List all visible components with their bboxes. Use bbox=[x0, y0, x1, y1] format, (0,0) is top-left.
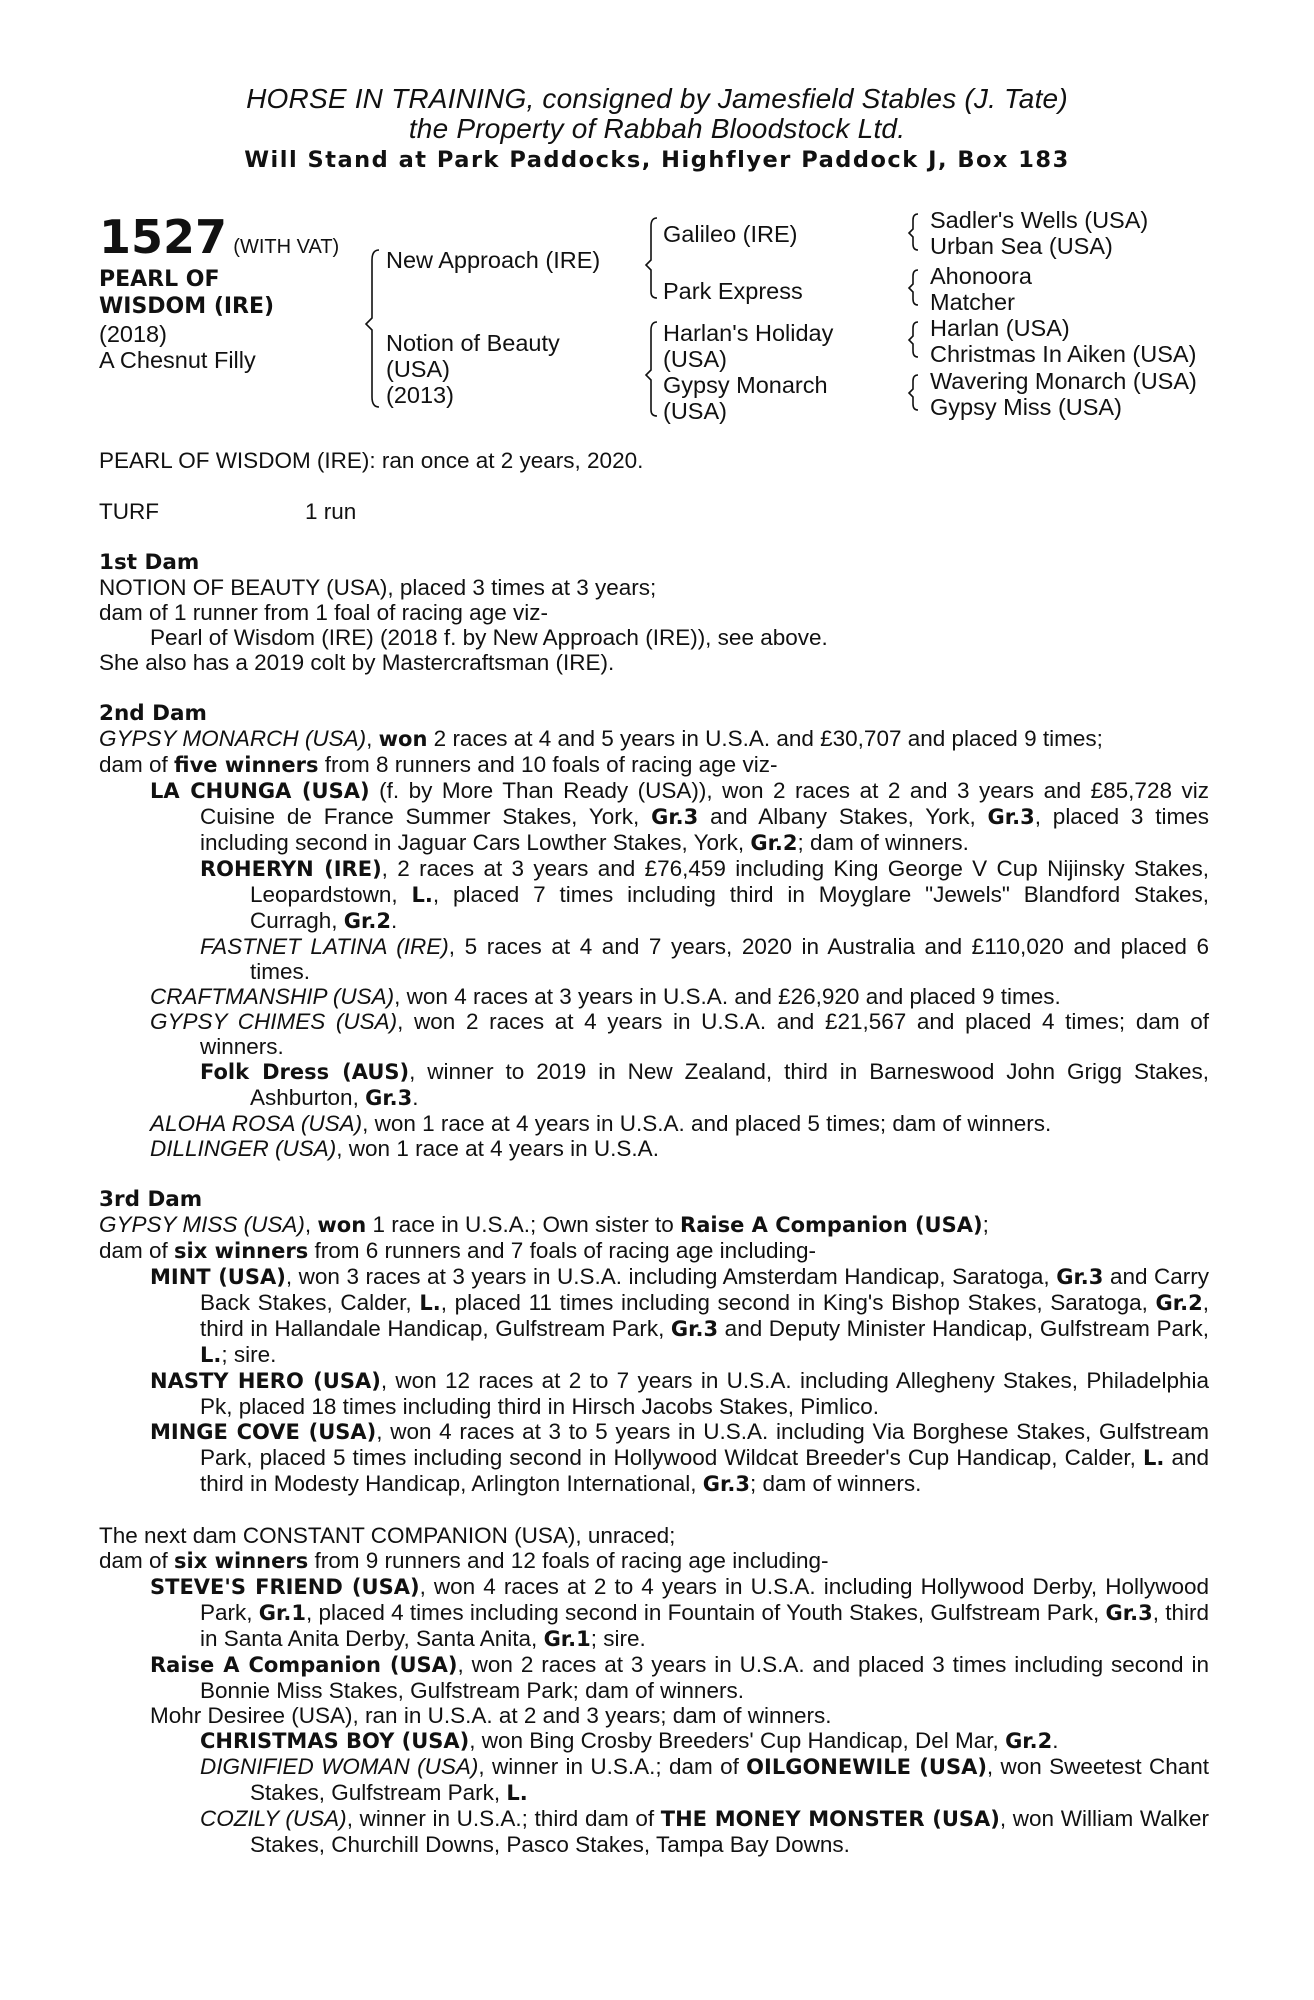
text-run: ; sire. bbox=[590, 1626, 646, 1651]
horse-name-line1: PEARL OF bbox=[99, 267, 220, 292]
text-run: ; bbox=[982, 1212, 989, 1237]
third-dam-intro bbox=[99, 1212, 1209, 1238]
pedigree-sire-sire: Galileo (IRE) bbox=[663, 221, 798, 247]
text-run: from 8 runners and 10 foals of racing age viz- bbox=[318, 752, 778, 777]
produce-entry bbox=[99, 1754, 1209, 1806]
pedigree-dam-dam-line2: (USA) bbox=[663, 398, 727, 424]
text-run: , winner to 2019 in New Zealand, third in Barneswood John Grigg Stakes, Ashburton, bbox=[250, 1059, 1209, 1110]
text-run: , bbox=[304, 1212, 318, 1237]
italic-text: DIGNIFIED WOMAN (USA) bbox=[200, 1754, 479, 1779]
bold-text: L. bbox=[506, 1781, 528, 1805]
bold-text: five winners bbox=[174, 753, 319, 777]
property-line: the Property of Rabbah Bloodstock Ltd. bbox=[408, 113, 906, 144]
bold-text: THE MONEY MONSTER (USA) bbox=[660, 1807, 1000, 1831]
pedigree-dam-sire-line2: (USA) bbox=[663, 346, 727, 372]
produce-entry bbox=[99, 1059, 1209, 1111]
third-dam-produce bbox=[99, 1264, 1209, 1497]
next-dam-dam-of bbox=[99, 1548, 1209, 1574]
text-run: , won 1 race at 4 years in U.S.A. and placed 5 times; dam of winners. bbox=[362, 1111, 1052, 1136]
pedigree-gen3: Urban Sea (USA) bbox=[930, 233, 1113, 259]
bold-text: NASTY HERO (USA) bbox=[150, 1369, 381, 1393]
race-summary: PEARL OF WISDOM (IRE): ran once at 2 years, 2020. bbox=[99, 448, 644, 473]
bold-text: Gr.3 bbox=[1056, 1265, 1104, 1289]
text-run: dam of bbox=[99, 752, 175, 777]
produce-entry bbox=[99, 778, 1209, 856]
first-dam-heading: 1st Dam bbox=[99, 550, 200, 575]
pedigree-gen3: Ahonoora bbox=[930, 263, 1032, 289]
catalogue-body bbox=[99, 448, 1209, 1857]
second-dam-heading: 2nd Dam bbox=[99, 701, 207, 726]
bold-text: L. bbox=[200, 1343, 222, 1367]
horse-description: A Chesnut Filly bbox=[99, 347, 256, 373]
text-run: , won 2 races at 4 years in U.S.A. and £21,567 and placed 4 times; dam of winners. bbox=[200, 1009, 1209, 1059]
text-run: 2 races at 4 and 5 years in U.S.A. and £30,707 and placed 9 times; bbox=[427, 726, 1103, 751]
third-dam-heading: 3rd Dam bbox=[99, 1187, 203, 1212]
produce-entry bbox=[99, 1574, 1209, 1652]
produce-entry bbox=[99, 1728, 1209, 1754]
pedigree-dam-line3: (2013) bbox=[386, 382, 454, 408]
text-run: , won 2 races at 3 years in U.S.A. and placed 3 times including second in Bonnie Miss Stakes, Gulfstream Park; dam of winners. bbox=[200, 1652, 1209, 1703]
text-run: ; sire. bbox=[221, 1342, 277, 1367]
bold-text: Raise A Companion (USA) bbox=[680, 1213, 983, 1237]
text-run: , placed 11 times including second in King's Bishop Stakes, Saratoga, bbox=[440, 1290, 1156, 1315]
produce-entry bbox=[99, 1419, 1209, 1497]
text-run: . bbox=[1052, 1728, 1059, 1753]
text-run: , 2 races at 3 years and £76,459 including King George V Cup Nijinsky Stakes, Leopardstown, bbox=[250, 856, 1209, 907]
bold-text: CHRISTMAS BOY (USA) bbox=[200, 1729, 470, 1753]
text-run: , won 4 races at 2 to 4 years in U.S.A. including Hollywood Derby, Hollywood Park, bbox=[200, 1574, 1209, 1625]
bold-text: MINT (USA) bbox=[150, 1265, 286, 1289]
bold-text: Gr.3 bbox=[365, 1086, 413, 1110]
text-run: and third in Modesty Handicap, Arlington International, bbox=[200, 1445, 1209, 1496]
text-run: , third in Hallandale Handicap, Gulfstream Park, bbox=[200, 1290, 1209, 1341]
next-dam-intro bbox=[99, 1523, 1209, 1548]
produce-entry bbox=[99, 1136, 1209, 1161]
text-run: , placed 3 times including second in Jaguar Cars Lowther Stakes, York, bbox=[200, 804, 1209, 855]
produce-entry bbox=[99, 1111, 1209, 1136]
pedigree-gen3: Christmas In Aiken (USA) bbox=[930, 341, 1197, 367]
produce-entry bbox=[99, 1264, 1209, 1368]
third-dam-dam-of bbox=[99, 1238, 1209, 1264]
pedigree-dam-line1: Notion of Beauty bbox=[386, 330, 560, 356]
pedigree-dam-dam-line1: Gypsy Monarch bbox=[663, 372, 828, 398]
bold-text: LA CHUNGA (USA) bbox=[150, 779, 370, 803]
text-run: , won 4 races at 3 years in U.S.A. and £26,920 and placed 9 times. bbox=[394, 984, 1061, 1009]
pedigree-gen3: Gypsy Miss (USA) bbox=[930, 394, 1122, 420]
text-run: dam of bbox=[99, 1238, 175, 1263]
pedigree-gen3: Wavering Monarch (USA) bbox=[930, 368, 1197, 394]
bold-text: Raise A Companion (USA) bbox=[150, 1653, 458, 1677]
bold-text: OILGONEWILE (USA) bbox=[746, 1755, 987, 1779]
italic-text: GYPSY CHIMES (USA) bbox=[150, 1009, 398, 1034]
produce-entry bbox=[99, 1652, 1209, 1703]
text-run: (f. by More Than Ready (USA)), won 2 races at 2 and 3 years and £85,728 viz Cuisine de France Summer Stakes, York, bbox=[200, 778, 1210, 829]
produce-entry bbox=[99, 1368, 1209, 1419]
second-dam-dam-of bbox=[99, 752, 1209, 778]
text-run: and Deputy Minister Handicap, Gulfstream Park, bbox=[718, 1316, 1209, 1341]
text-run: , won Sweetest Chant Stakes, Gulfstream Park, bbox=[250, 1754, 1209, 1805]
lot-number: 1527 bbox=[99, 210, 228, 264]
vat-label: (WITH VAT) bbox=[233, 236, 340, 258]
text-run: , winner in U.S.A.; third dam of bbox=[346, 1806, 661, 1831]
text-run: , won Bing Crosby Breeders' Cup Handicap, Del Mar, bbox=[469, 1728, 1006, 1753]
first-dam-line: dam of 1 runner from 1 foal of racing age viz- bbox=[99, 600, 548, 625]
text-run: , won 12 races at 2 to 7 years in U.S.A. including Allegheny Stakes, Philadelphia Pk, placed 18 times including third in Hirsch Jacobs Stakes, Pimlico. bbox=[200, 1368, 1209, 1419]
text-run: , placed 4 times including second in Fountain of Youth Stakes, Gulfstream Park, bbox=[306, 1600, 1106, 1625]
bold-text: Gr.1 bbox=[258, 1601, 306, 1625]
bold-text: Gr.3 bbox=[987, 805, 1035, 829]
bold-text: L. bbox=[411, 883, 433, 907]
location-line: Will Stand at Park Paddocks, Highflyer Paddock J, Box 183 bbox=[244, 147, 1070, 173]
pedigree-sire-dam: Park Express bbox=[663, 278, 803, 304]
bold-text: won bbox=[378, 727, 428, 751]
horse-name-line2: WISDOM (IRE) bbox=[99, 294, 275, 319]
first-dam-line: She also has a 2019 colt by Mastercraftsman (IRE). bbox=[99, 650, 615, 675]
italic-text: COZILY (USA) bbox=[200, 1806, 347, 1831]
text-run: , 5 races at 4 and 7 years, 2020 in Australia and £110,020 and placed 6 times. bbox=[250, 934, 1209, 984]
bold-text: STEVE'S FRIEND (USA) bbox=[150, 1575, 420, 1599]
bold-text: six winners bbox=[174, 1239, 309, 1263]
italic-text: GYPSY MISS (USA) bbox=[99, 1212, 305, 1237]
bold-text: Gr.2 bbox=[1155, 1291, 1203, 1315]
produce-entry bbox=[99, 934, 1209, 984]
bold-text: Gr.2 bbox=[750, 831, 798, 855]
text-run: , winner in U.S.A.; dam of bbox=[478, 1754, 747, 1779]
text-run: , won 1 race at 4 years in U.S.A. bbox=[336, 1136, 659, 1161]
next-dam-produce bbox=[99, 1574, 1209, 1857]
bold-text: Gr.3 bbox=[670, 1317, 719, 1341]
text-run: , won William Walker Stakes, Churchill Downs, Pasco Stakes, Tampa Bay Downs. bbox=[250, 1806, 1210, 1857]
text-run: , third in Santa Anita Derby, Santa Anita, bbox=[200, 1600, 1209, 1651]
text-run: Mohr Desiree (USA), ran in U.S.A. at 2 and 3 years; dam of winners. bbox=[150, 1703, 832, 1728]
italic-text: GYPSY MONARCH (USA) bbox=[99, 726, 367, 751]
pedigree-gen3: Matcher bbox=[930, 289, 1015, 315]
race-record bbox=[99, 499, 1209, 524]
text-run: ; dam of winners. bbox=[750, 1471, 922, 1496]
produce-entry bbox=[99, 1703, 1209, 1728]
second-dam-intro bbox=[99, 726, 1209, 752]
text-run: 1 race in U.S.A.; Own sister to bbox=[366, 1212, 681, 1237]
text-run: from 9 runners and 12 foals of racing age including- bbox=[308, 1548, 829, 1573]
produce-entry bbox=[99, 1009, 1209, 1059]
bold-text: MINGE COVE (USA) bbox=[150, 1420, 377, 1444]
bold-text: Gr.3 bbox=[1105, 1601, 1153, 1625]
pedigree-gen3: Sadler's Wells (USA) bbox=[930, 207, 1149, 233]
produce-entry bbox=[99, 984, 1209, 1009]
bold-text: Gr.3 bbox=[651, 805, 699, 829]
bold-text: Gr.2 bbox=[1005, 1729, 1053, 1753]
text-run: dam of bbox=[99, 1548, 175, 1573]
italic-text: ALOHA ROSA (USA) bbox=[150, 1111, 363, 1136]
text-run: and Carry Back Stakes, Calder, bbox=[200, 1264, 1210, 1315]
italic-text: FASTNET LATINA (IRE) bbox=[200, 934, 449, 959]
text-run: ; dam of winners. bbox=[797, 830, 969, 855]
pedigree-dam-sire-line1: Harlan's Holiday bbox=[663, 320, 834, 346]
pedigree-sire: New Approach (IRE) bbox=[386, 247, 601, 273]
bold-text: L. bbox=[1143, 1446, 1165, 1470]
text-run: , won 3 races at 3 years in U.S.A. including Amsterdam Handicap, Saratoga, bbox=[285, 1264, 1057, 1289]
produce-entry bbox=[99, 1806, 1209, 1857]
first-dam-line: Pearl of Wisdom (IRE) (2018 f. by New Approach (IRE)), see above. bbox=[150, 625, 828, 650]
bold-text: Gr.3 bbox=[702, 1472, 750, 1496]
text-run: The next dam CONSTANT COMPANION (USA), unraced; bbox=[99, 1523, 676, 1548]
italic-text: CRAFTMANSHIP (USA) bbox=[150, 984, 395, 1009]
text-run: , bbox=[366, 726, 379, 751]
record-runs: 1 run bbox=[305, 499, 357, 524]
text-run: , placed 7 times including third in Moyglare "Jewels" Blandford Stakes, Curragh, bbox=[250, 882, 1209, 933]
bold-text: won bbox=[317, 1213, 367, 1237]
first-dam-line: NOTION OF BEAUTY (USA), placed 3 times at 3 years; bbox=[99, 575, 657, 600]
bold-text: ROHERYN (IRE) bbox=[200, 857, 382, 881]
record-surface: TURF bbox=[99, 499, 159, 524]
bold-text: Gr.1 bbox=[543, 1627, 591, 1651]
bold-text: Folk Dress (AUS) bbox=[200, 1060, 410, 1084]
bold-text: L. bbox=[419, 1291, 441, 1315]
produce-entry bbox=[99, 856, 1209, 934]
text-run: , won 4 races at 3 to 5 years in U.S.A. including Via Borghese Stakes, Gulfstream Park, placed 5 times including second in Hollywood Wildcat Breeder's Cup Handicap, Calder, bbox=[200, 1419, 1209, 1470]
bold-text: Gr.2 bbox=[343, 909, 391, 933]
bold-text: six winners bbox=[174, 1549, 309, 1573]
foaling-year: (2018) bbox=[99, 321, 167, 347]
text-run: . bbox=[391, 908, 398, 933]
text-run: from 6 runners and 7 foals of racing age including- bbox=[308, 1238, 816, 1263]
pedigree-gen3: Harlan (USA) bbox=[930, 315, 1070, 341]
text-run: . bbox=[412, 1085, 419, 1110]
text-run: and Albany Stakes, York, bbox=[698, 804, 988, 829]
second-dam-produce bbox=[99, 778, 1209, 1161]
consignor-line: HORSE IN TRAINING, consigned by Jamesfield Stables (J. Tate) bbox=[246, 83, 1068, 114]
italic-text: DILLINGER (USA) bbox=[150, 1136, 337, 1161]
pedigree-dam-line2: (USA) bbox=[386, 356, 450, 382]
